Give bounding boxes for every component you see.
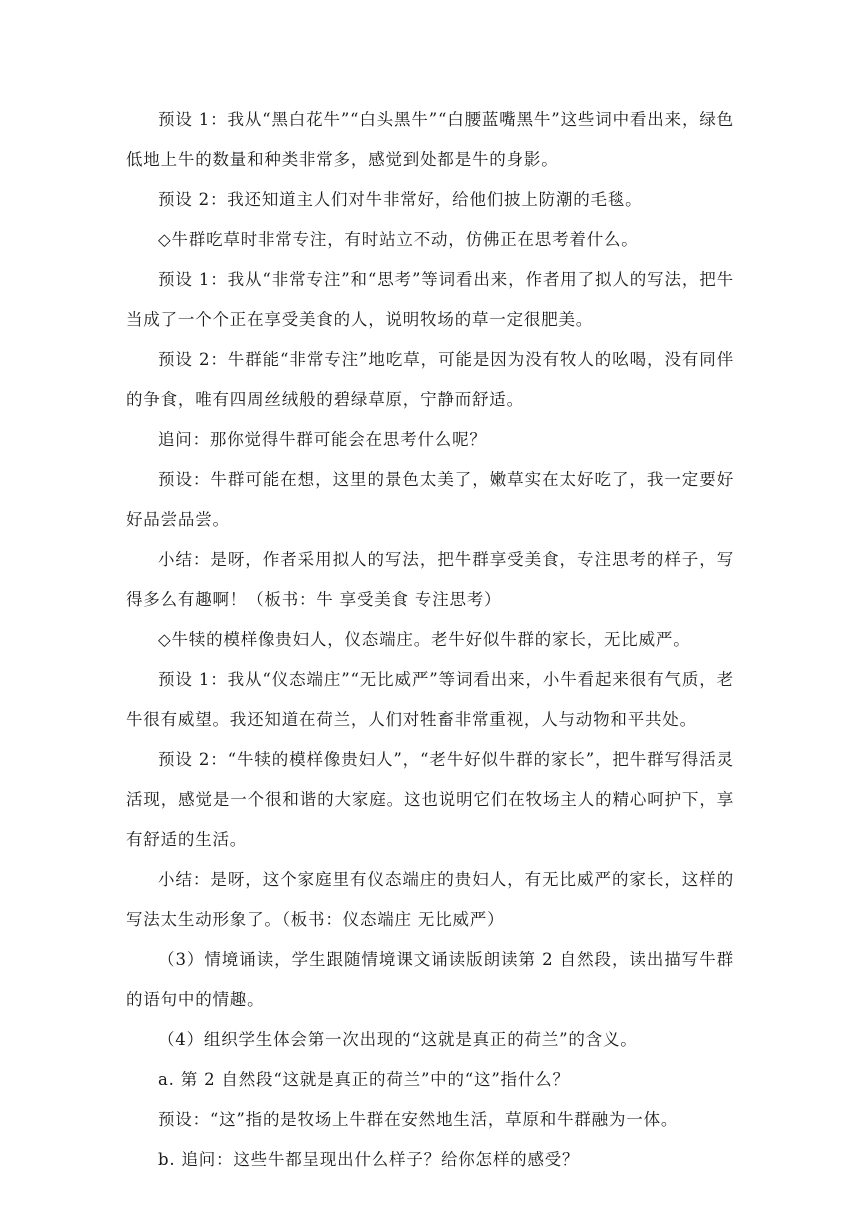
paragraph-summary-1: 小结：是呀，作者采用拟人的写法，把牛群享受美食，专注思考的样子，写得多么有趣啊！（板书：牛 享受美食 专注思考） xyxy=(126,550,734,609)
paragraph-calf-and-elder: ◇牛犊的模样像贵妇人，仪态端庄。老牛好似牛群的家长，无比威严。 xyxy=(158,630,691,649)
paragraph-step-3-recitation: （3）情境诵读，学生跟随情境课文诵读版朗读第 2 自然段，读出描写牛群的语句中的情趣。 xyxy=(126,950,734,1009)
paragraph-preset-1-cow-types: 预设 1：我从“黑白花牛”“白头黑牛”“白腰蓝嘴黑牛”这些词中看出来，绿色低地上牛的数量和种类非常多，感觉到处都是牛的身影。 xyxy=(126,110,734,169)
paragraph-preset-this-means: 预设：“这”指的是牧场上牛群在安然地生活，草原和牛群融为一体。 xyxy=(158,1110,679,1129)
paragraph-question-a: a. 第 2 自然段“这就是真正的荷兰”中的“这”指什么？ xyxy=(158,1070,570,1089)
paragraph-preset-2-quiet-meadow: 预设 2：牛群能“非常专注”地吃草，可能是因为没有牧人的吆喝，没有同伴的争食，唯有四周丝绒般的碧绿草原，宁静而舒适。 xyxy=(126,350,734,409)
paragraph-follow-up-question: 追问：那你觉得牛群可能会在思考什么呢？ xyxy=(158,430,487,449)
paragraph-step-4-meaning: （4）组织学生体会第一次出现的“这就是真正的荷兰”的含义。 xyxy=(158,1030,638,1049)
paragraph-preset-2-family: 预设 2：“牛犊的模样像贵妇人”，“老牛好似牛群的家长”，把牛群写得活灵活现，感觉是一个很和谐的大家庭。这也说明它们在牧场主人的精心呵护下，享有舒适的生活。 xyxy=(126,750,734,849)
document-body xyxy=(126,100,734,1180)
paragraph-preset-answer: 预设：牛群可能在想，这里的景色太美了，嫩草实在太好吃了，我一定要好好品尝品尝。 xyxy=(126,470,734,529)
paragraph-question-b: b. 追问：这些牛都呈现出什么样子？给你怎样的感受？ xyxy=(158,1150,580,1169)
paragraph-preset-2-blankets: 预设 2：我还知道主人们对牛非常好，给他们披上防潮的毛毯。 xyxy=(158,190,643,209)
paragraph-preset-1-dignity: 预设 1：我从“仪态端庄”“无比威严”等词看出来，小牛看起来很有气质，老牛很有威望。我还知道在荷兰，人们对牲畜非常重视，人与动物和平共处。 xyxy=(126,670,734,729)
paragraph-summary-2: 小结：是呀，这个家庭里有仪态端庄的贵妇人，有无比威严的家长，这样的写法太生动形象了。（板书：仪态端庄 无比威严） xyxy=(126,870,734,929)
paragraph-cows-grazing-focus: ◇牛群吃草时非常专注，有时站立不动，仿佛正在思考着什么。 xyxy=(158,230,639,249)
paragraph-preset-1-personification: 预设 1：我从“非常专注”和“思考”等词看出来，作者用了拟人的写法，把牛当成了一个个正在享受美食的人，说明牧场的草一定很肥美。 xyxy=(126,270,734,329)
